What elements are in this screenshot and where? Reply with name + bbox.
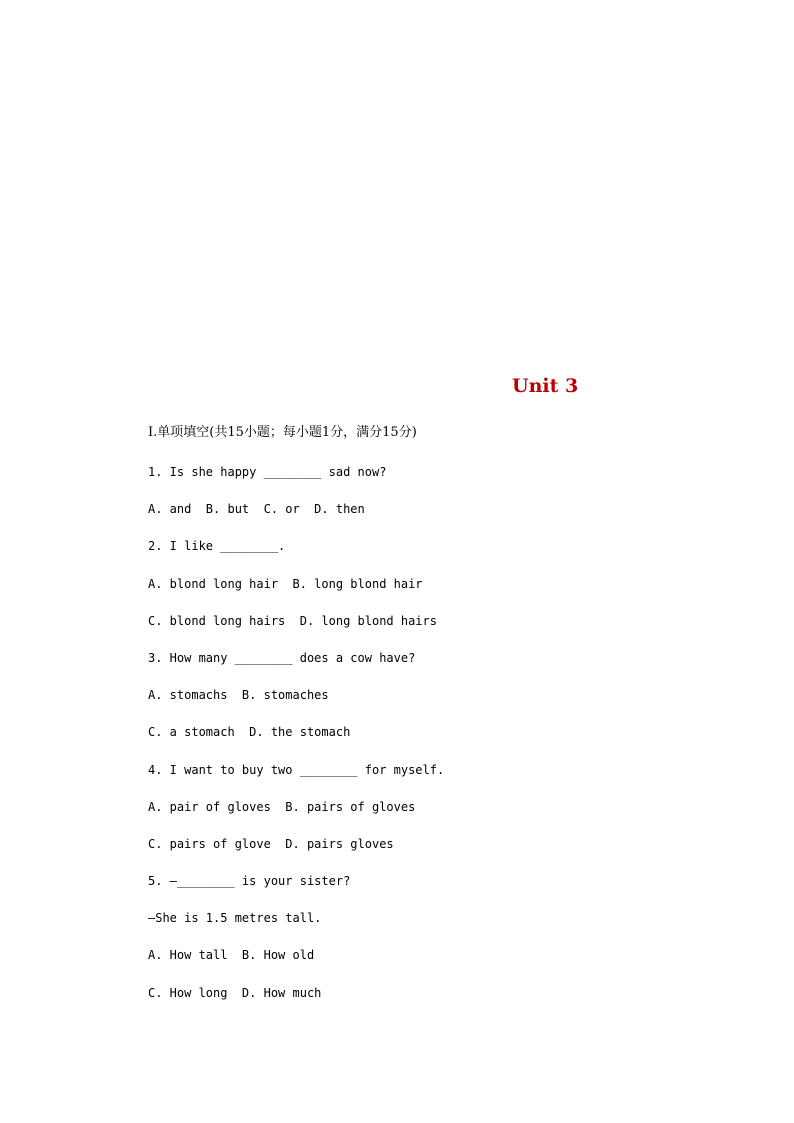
question-4-options-cd: C. pairs of glove D. pairs gloves	[148, 836, 394, 851]
question-5: 5. —________ is your sister?	[148, 874, 351, 889]
question-list	[148, 462, 444, 1020]
question-5-options-cd: C. How long D. How much	[148, 985, 322, 1000]
question-5-response: —She is 1.5 metres tall.	[148, 911, 322, 926]
question-2: 2. I like ________.	[148, 539, 286, 554]
question-1: 1. Is she happy ________ sad now?	[148, 465, 387, 479]
question-4-options-ab: A. pair of gloves B. pairs of gloves	[148, 799, 416, 814]
question-2-options-cd: C. blond long hairs D. long blond hairs	[148, 613, 437, 628]
question-1-options: A. and B. but C. or D. then	[148, 502, 365, 517]
question-4: 4. I want to buy two ________ for myself.	[148, 762, 445, 777]
question-2-options-ab: A. blond long hair B. long blond hair	[148, 576, 423, 591]
section-heading: Ⅰ.单项填空(共15小题；每小题1分，满分15分)	[148, 425, 417, 440]
question-5-options-ab: A. How tall B. How old	[148, 948, 315, 963]
question-3-options-ab: A. stomachs B. stomaches	[148, 688, 329, 703]
question-3-options-cd: C. a stomach D. the stomach	[148, 725, 351, 740]
page-title: Unit 3	[512, 375, 579, 397]
question-3: 3. How many ________ does a cow have?	[148, 650, 416, 665]
